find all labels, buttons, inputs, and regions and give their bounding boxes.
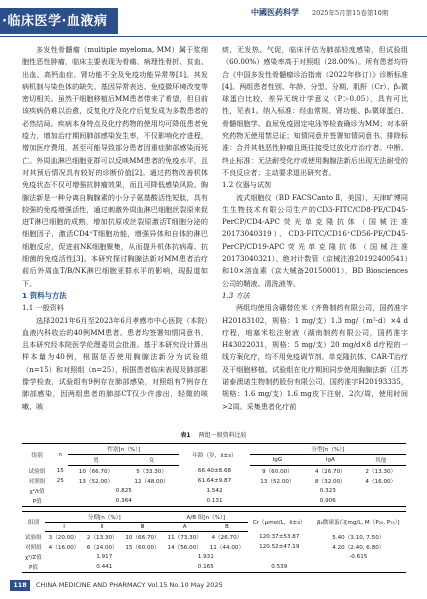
cell: 61.64±9.87 <box>197 478 232 484</box>
table-row <box>22 562 406 573</box>
intro-paragraph: 多发性骨髓瘤（multiple myeloma, MM）属于浆细胞性恶性肿瘤，临床主要表现为骨痛、病理性骨折、贫血、出血、高钙血症、肾功能不全及免疫功能异常等[1]。其发病机制与染色体的缺失、基因异常表达、免疫微环境改变等密切相关。虽然干细胞移植后MM患者带来了希望，但目前该疾病仍难以治愈，反复化疗及化疗后复发成为多数患者的必然结局。疾病本身特点及化疗药物的使用均可降低患者免疫力，增加治疗期间肺部感染发生率，不仅影响化疗进程，增加医疗费用，甚至可能导致部分患者因重症肺部感染而死亡。外周血淋巴细胞亚群可以反映MM患者的免疫水平，且对其预后情况具有较好的诊断价值[2]。通过药物改善机体免疫状态不仅可增强抗肿瘤效果，而且可降低感染风险。胸腺法新是一种分离自胸腺素的小分子氨基酸活性短肽，具有较强的免疫增强活性，通过刺激外周血淋巴细胞丝裂原来促进T淋巴细胞的成熟，增加抗原或丝裂原激活T细胞分泌的细胞因子，激活CD4⁺T细胞功能，增强异体和自体的淋巴细胞反应，促进前NK细胞聚集，从而提升机体抗病毒、抗细菌的免疫活性[3]。本研究探讨胸腺法新对MM患者治疗前后外周血T/B/NK淋巴细胞亚群水平的影响，现报道如下。 <box>22 45 208 288</box>
sub-header-stage2: Ⅱ <box>83 523 121 532</box>
table-row <box>22 496 406 507</box>
col-header-group2: 组别 <box>22 512 45 532</box>
cell: 0.165 <box>164 562 248 573</box>
subsection-heading-general: 1.1 一般资料 <box>22 303 64 313</box>
cell: 5.40（3.10, 7.50） <box>332 534 385 541</box>
cell <box>52 496 68 507</box>
cell: 11（73.30） <box>167 535 202 541</box>
cell <box>52 486 68 496</box>
cell: 0.441 <box>45 562 164 573</box>
journal-name: 中國医药科学 <box>251 7 299 17</box>
cell: 12（48.00） <box>134 479 169 485</box>
cell: 4.20（2.40, 6.80） <box>332 545 385 551</box>
subsection-heading-instruments: 1.2 仪器与试剂 <box>222 180 272 190</box>
header-rule <box>0 36 427 37</box>
cell: 4（16.00） <box>365 479 397 485</box>
cell: 0.323 <box>319 488 336 494</box>
table-number: 表1 <box>180 432 191 439</box>
sub-header-igg: IgG <box>250 455 306 466</box>
cell: 13（52.00） <box>260 479 295 485</box>
sub-header-male: 男 <box>68 455 124 466</box>
sub-header-stage1: Ⅰ <box>45 523 83 532</box>
cell: 13（52.00） <box>78 479 114 485</box>
cell: 66.40±8.68 <box>197 467 232 474</box>
page-number: 118 <box>10 580 30 591</box>
sub-header-iga: IgA <box>305 455 355 466</box>
sub-header-a: A <box>164 523 206 532</box>
cell: 15（60.00） <box>125 545 160 551</box>
cell: 10（66.70） <box>125 535 160 541</box>
section-heading-methods: 1 资料与方法 <box>22 290 67 300</box>
table-row <box>22 486 406 496</box>
cell: 对照组 <box>25 545 42 551</box>
table-row <box>22 542 406 552</box>
cell: 11（44.00） <box>209 545 245 551</box>
cell: 0.825 <box>115 488 132 494</box>
cell: 5（33.30） <box>136 469 167 475</box>
cell: 15 <box>56 467 64 474</box>
col-header-cr: Cr（μmol/L，x̄±s） <box>248 512 311 532</box>
col-header-stage: 分期[n（%）] <box>45 512 164 523</box>
cell: -0.615 <box>349 554 368 560</box>
cell <box>248 552 311 562</box>
general-paragraph-cont: 痰，无发热、气促，临床评估为肺部轻度感染，但试验组（60.00%）感染率高于对照组（28.00%）。所有患者均符合《中国多发性骨髓瘤诊治指南（2022年修订）》诊断标准[4]。两组患者性别、年龄、分型、分期、肌酐（Cr）、β₂微球蛋白比较，差异无统计学意义（P＞0.05），具有可比性，见表1。纳入标准：经血常规、肾功能、β₂微球蛋白、骨髓细胞学、血尿免疫固定电泳等检查确诊为MM；对本研究药物无使用禁忌证；知情同意并签署知情同意书。排除标准：合并其他恶性肿瘤且既往接受过放化疗治疗者。中断、终止标准：无法耐受化疗或使用胸腺法新后出现无法耐受的不良反应者；主动要求退出研究者。 <box>222 45 408 177</box>
table-lower <box>22 511 406 573</box>
cell: 对照组 <box>28 479 46 485</box>
cell: 2（13.30） <box>86 535 118 541</box>
table-upper <box>22 443 406 507</box>
cell: 10（66.70） <box>78 469 114 475</box>
cell: 0.906 <box>250 496 406 507</box>
table-title: 两组一般资料比较 <box>198 432 247 439</box>
cell: χ²/Z值 <box>25 555 42 561</box>
cell: 试验组 <box>25 534 42 541</box>
col-header-sex: 性别[n（%）] <box>68 444 179 455</box>
col-header-group: 组别 <box>22 444 52 466</box>
sub-header-b: B <box>206 523 248 532</box>
sub-header-female: 女 <box>124 455 180 466</box>
section-label: ·临床医学·血液病 <box>2 14 108 29</box>
cell: 2（13.30） <box>365 469 397 475</box>
left-column <box>22 44 208 413</box>
sub-header-other: 其他 <box>356 455 406 466</box>
cell: 3（20.00） <box>48 535 80 541</box>
cell: 9（60.00） <box>262 469 293 475</box>
cell: 1.931 <box>197 554 214 560</box>
cell: χ²/t值 <box>29 489 45 495</box>
page-header <box>0 0 427 38</box>
cell: P值 <box>22 562 45 573</box>
table-row <box>22 466 406 477</box>
right-column <box>222 44 408 413</box>
cell: 4（26.70） <box>211 535 243 541</box>
table-row <box>22 552 406 562</box>
cell: 14（56.00） <box>167 545 202 551</box>
cell <box>311 562 406 573</box>
cell: 120.52±47.19 <box>259 544 300 550</box>
cell: 0.539 <box>248 562 311 573</box>
method-paragraph: 两组均使用含硼替佐米（齐鲁制药有限公司，国药准字H20183102，规格：1 mg/支）1.3 mg/（m²·d）×4 d疗程，地塞米松注射液（湖南制药有限公司，国药准字H43022031，规格：5 mg/支）20 mg/d×8 d疗程的一线方案化疗，均不用免疫调节剂、单克隆抗体、CAR-T治疗及干细胞移植。试验组在化疗期间同步使用胸腺法新（江苏诺泰澳诺生物制药股份有限公司，国药准字H20193335，规格：1.6 mg/支）1.6 mg皮下注射，2次/周，使用时间>2周。采集患者化疗前 <box>222 303 408 411</box>
sub-header-stage3: Ⅲ <box>121 523 163 532</box>
col-header-age: 年龄（岁，x̄±s） <box>179 444 249 466</box>
cell: 4（26.70） <box>314 469 346 475</box>
page-footer <box>0 576 427 594</box>
issue-info: 2025年5月第15卷第10期 <box>312 9 389 17</box>
cell: 0.131 <box>179 496 249 507</box>
table-row <box>22 476 406 486</box>
footer-journal: CHINA MEDICINE AND PHARMACY Vol.15 No.10 May 2025 <box>36 581 223 589</box>
table-caption <box>0 430 427 439</box>
cell: 25 <box>56 478 64 484</box>
col-header-b2mg: β₂微球蛋白[mg/L, M（P₂₅, P₇₅）] <box>311 512 406 532</box>
col-header-n: n <box>52 444 68 466</box>
cell: 0.364 <box>68 496 179 507</box>
instruments-paragraph: 流式细胞仪（BD FACSCanto Ⅱ，美国），天津旷博同生生物技术有限公司生产的CD3-FITC/CD8-PE/CD45-PerCP/CD4-APC荧光单克隆抗体（国械注准20173040319）、CD3-FITC/CD16⁺CD56-PE/CD45-PerCP/CD19-APC荧光单克隆抗体（国械注准20173040321）、绝对计数管（京械注准20192400541）和10×溶血素（京大械备20150001），BD Biosciences公司的鞘液、清洗液等。 <box>222 192 408 288</box>
cell: 4（16.00） <box>48 545 80 551</box>
cell: 6（24.00） <box>86 545 118 551</box>
general-paragraph: 选择2021年6月至2023年6月孝感市中心医院（本院）血液内科收治的40例MM患者。患者均签署知情同意书，且本研究经本院医学伦理委员会批准。基于本研究设计算出样本量为40例，根据是否使用胸腺法新分为试验组（n=15）和对照组（n=25），根据患者临床表现及肺部影像学检查，试验组有9例存在肺部感染，对照组有7例存在肺部感染，因两组患者的肺部CT仅少许渗出，轻微的咳嗽、咳 <box>22 315 208 411</box>
cell: 120.37±53.87 <box>259 533 300 540</box>
cell: 8（32.00） <box>314 479 346 485</box>
table-row <box>22 532 406 543</box>
cell: 试验组 <box>28 468 46 475</box>
cell: 1.542 <box>206 488 223 494</box>
cell: P值 <box>22 496 52 507</box>
subsection-heading-method: 1.3 方法 <box>222 290 250 300</box>
col-header-type: 分型[n（%）] <box>250 444 406 455</box>
cell: 1.917 <box>96 554 113 560</box>
col-header-ab: A/B 组[n（%）] <box>164 512 248 523</box>
